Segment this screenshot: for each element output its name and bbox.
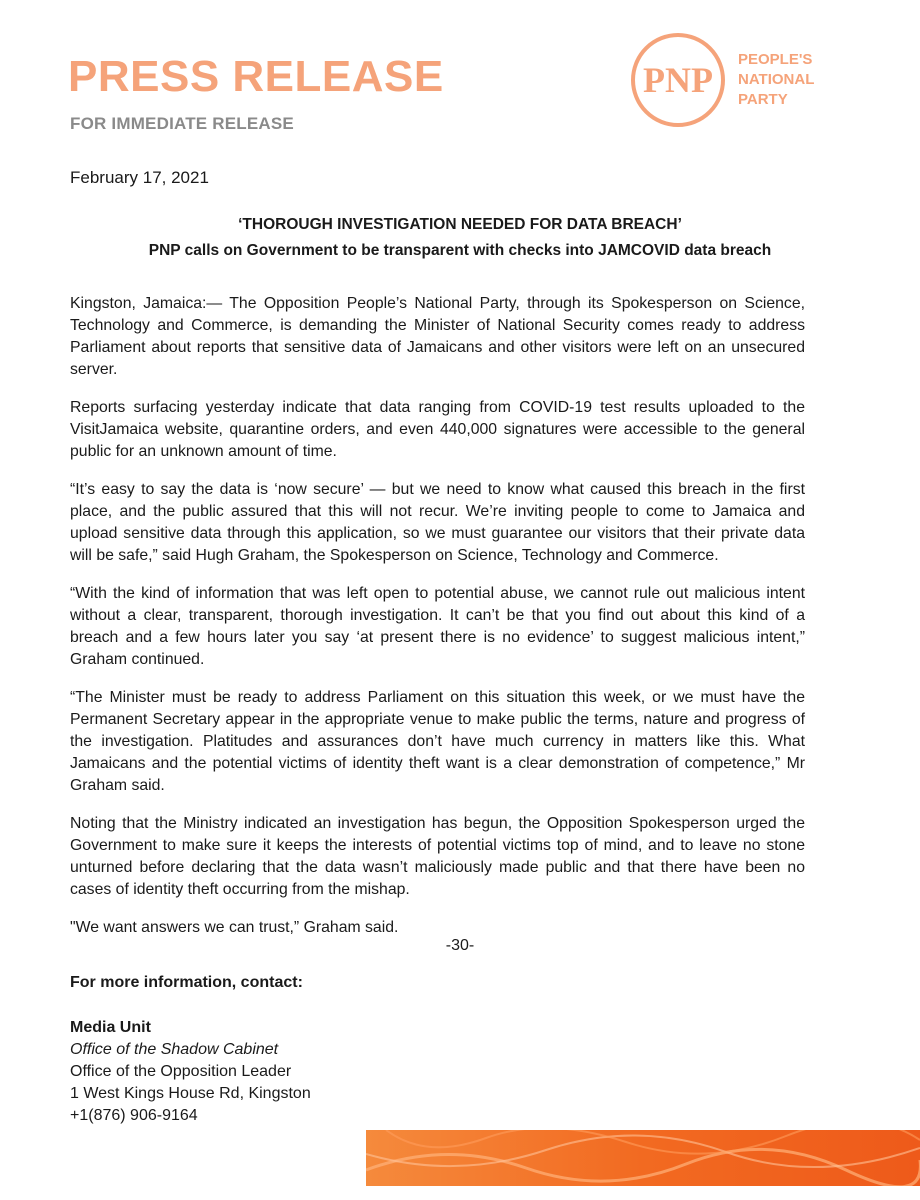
contact-unit: Media Unit [70,1019,151,1036]
end-mark: -30- [445,937,475,954]
body-paragraph: Kingston, Jamaica:— The Opposition People’s National Party, through its Spokesperson on Science, Technology and Commerce, is demanding the Minister of National Security comes ready to address Parliament about reports that sensitive data of Jamaicans and other visitors were left on an unsecured server. [70,295,805,378]
release-date: February 17, 2021 [70,168,209,187]
body-paragraph: “With the kind of information that was left open to potential abuse, we cannot rule out malicious intent without a clear, transparent, thorough investigation. It can’t be that you find out about this kind of a breach and a few hours later you say ‘at present there is no evidence’ to suggest malicious intent,” Graham continued. [70,585,805,668]
body-paragraph: "We want answers we can trust,” Graham said. [70,919,399,936]
party-name-line-2: NATIONAL [738,71,815,88]
party-name-line-3: PARTY [738,91,788,108]
body-paragraph: “The Minister must be ready to address Parliament on this situation this week, or we must have the Permanent Secretary appear in the appropriate venue to make public the terms, nature and progress of the investigation. Platitudes and assurances don’t have much currency in matters like this. What Jamaicans and the potential victims of identity theft want is a clear demonstration of competence,” Mr Graham said. [70,689,805,794]
headline-main: ‘THOROUGH INVESTIGATION NEEDED FOR DATA BREACH’ [238,216,682,233]
footer-decorative-band [366,1130,920,1186]
release-type-subtitle: FOR IMMEDIATE RELEASE [70,114,294,133]
contact-block [70,1017,311,1127]
headline-sub: PNP calls on Government to be transparent with checks into JAMCOVID data breach [148,242,772,259]
contact-address: 1 West Kings House Rd, Kingston [70,1085,311,1102]
contact-phone: +1(876) 906-9164 [70,1107,198,1124]
body-paragraph: “It’s easy to say the data is ‘now secure’ — but we need to know what caused this breach in the first place, and the public assured that this will not recur. We’re inviting people to come to Jamaica and upload sensitive data through this application, so we must guarantee our visitors that their private data will be safe,” said Hugh Graham, the Spokesperson on Science, Technology and Commerce. [70,481,805,564]
contact-leader-office: Office of the Opposition Leader [70,1063,292,1080]
release-body [70,293,805,939]
contact-office: Office of the Shadow Cabinet [70,1041,279,1058]
press-release-title: PRESS RELEASE [68,52,444,101]
body-paragraph: Noting that the Ministry indicated an investigation has begun, the Opposition Spokesperson urged the Government to make sure it keeps the interests of potential victims top of mind, and to leave no stone unturned before declaring that the data wasn’t maliciously made public and that there have been no cases of identity theft occurring from the mishap. [70,815,805,898]
contact-heading: For more information, contact: [70,974,303,991]
party-name [738,50,814,110]
pnp-logo-mark: PNP [643,60,713,100]
body-paragraph: Reports surfacing yesterday indicate that data ranging from COVID-19 test results uploaded to the VisitJamaica website, quarantine orders, and even 440,000 signatures were accessible to the general public for an unknown amount of time. [70,399,805,460]
party-name-line-1: PEOPLE'S [738,51,813,68]
